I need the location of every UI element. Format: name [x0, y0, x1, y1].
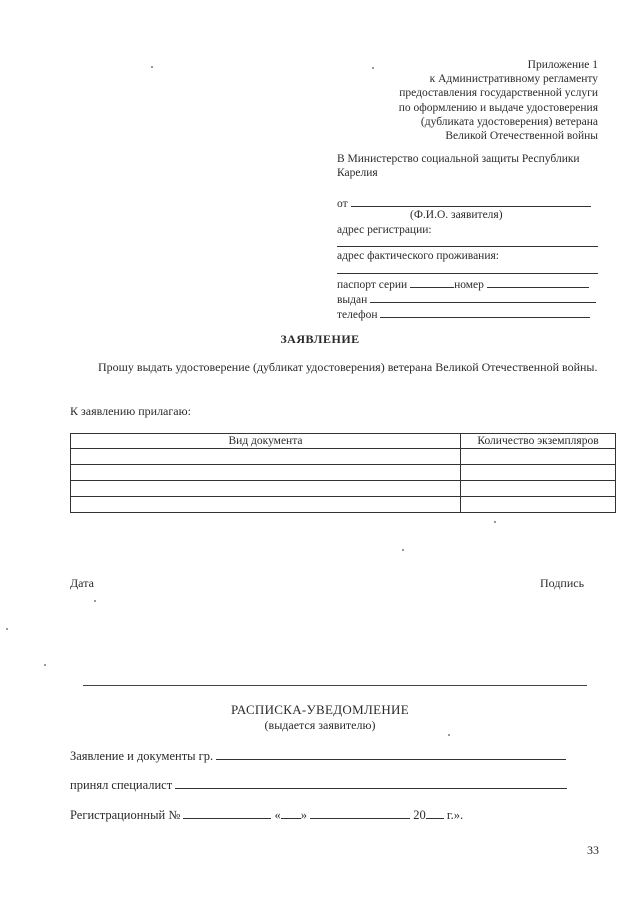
date-close-quote: » — [300, 808, 308, 822]
col-header-doc-type: Вид документа — [71, 434, 461, 449]
fio-field[interactable] — [351, 196, 591, 207]
addressee-line: В Министерство социальной защиты Республики — [337, 153, 580, 165]
scan-speck — [494, 521, 496, 523]
statement-body — [70, 360, 598, 375]
table-row — [71, 449, 616, 465]
table-cell[interactable] — [461, 465, 616, 481]
phone-label: телефон — [337, 309, 378, 321]
scan-speck — [448, 734, 450, 736]
receipt-subtitle: (выдается заявителю) — [264, 718, 376, 732]
year-suffix: г.». — [446, 808, 464, 822]
passport-number-field[interactable] — [487, 277, 589, 288]
date-open-quote: « — [274, 808, 281, 822]
issued-field[interactable] — [370, 292, 596, 303]
receipt-docs-row — [70, 749, 566, 764]
table-cell[interactable] — [461, 481, 616, 497]
cut-line — [83, 685, 587, 686]
docs-from-label: Заявление и документы гр. — [70, 749, 214, 763]
table-cell[interactable] — [71, 449, 461, 465]
col-header-copies: Количество экземпляров — [461, 434, 616, 449]
table-cell[interactable] — [71, 497, 461, 513]
table-cell[interactable] — [461, 497, 616, 513]
issued-label: выдан — [337, 294, 368, 306]
fio-caption: (Ф.И.О. заявителя) — [410, 209, 503, 221]
appendix-line: по оформлению и выдаче удостоверения — [398, 101, 598, 114]
year-field[interactable] — [426, 808, 444, 819]
reg-number-label: Регистрационный № — [70, 808, 181, 822]
phone-row — [337, 307, 590, 321]
appendix-header — [278, 58, 598, 143]
scan-speck — [44, 664, 46, 666]
appendix-line: (дубликата удостоверения) ветерана — [420, 115, 598, 128]
appendix-line: предоставления государственной услуги — [399, 87, 598, 100]
passport-number-label: номер — [454, 279, 484, 291]
reg-number-field[interactable] — [183, 808, 271, 819]
statement-text: Прошу выдать удостоверение (дубликат удостоверения) ветерана Великой Отечественной войны. — [98, 360, 598, 374]
scan-speck — [402, 549, 404, 551]
date-label: Дата — [70, 576, 94, 590]
attachments-label: К заявлению прилагаю: — [70, 404, 191, 418]
table-row — [71, 481, 616, 497]
table-cell[interactable] — [71, 465, 461, 481]
addressee — [337, 152, 607, 180]
page-number: 33 — [587, 843, 599, 857]
actual-address-label: адрес фактического проживания: — [337, 250, 499, 262]
day-field[interactable] — [281, 808, 301, 819]
accepted-by-field[interactable] — [175, 778, 567, 789]
docs-from-field[interactable] — [216, 749, 566, 760]
receipt-reg-row — [70, 808, 463, 823]
appendix-line: к Административному регламенту — [429, 73, 598, 86]
appendix-line: Приложение 1 — [527, 59, 598, 71]
scan-speck — [94, 600, 96, 602]
table-row — [71, 497, 616, 513]
phone-field[interactable] — [380, 307, 590, 318]
receipt-title: РАСПИСКА-УВЕДОМЛЕНИЕ — [231, 702, 409, 717]
table-cell[interactable] — [71, 481, 461, 497]
statement-title: ЗАЯВЛЕНИЕ — [280, 332, 360, 346]
passport-row — [337, 277, 589, 291]
scan-speck — [372, 67, 374, 69]
passport-series-label: паспорт серии — [337, 279, 408, 291]
receipt-accepted-row — [70, 778, 567, 793]
reg-address-field[interactable] — [337, 246, 598, 247]
from-row — [337, 196, 591, 210]
year-prefix: 20 — [413, 808, 426, 822]
passport-series-field[interactable] — [410, 277, 454, 288]
reg-address-label: адрес регистрации: — [337, 224, 432, 236]
accepted-by-label: принял специалист — [70, 778, 173, 792]
signature-label: Подпись — [540, 576, 585, 590]
addressee-line: Карелия — [337, 167, 378, 179]
issued-row — [337, 292, 596, 306]
attachments-table — [70, 433, 616, 513]
table-row — [71, 465, 616, 481]
month-field[interactable] — [310, 808, 410, 819]
scan-speck — [6, 628, 8, 630]
appendix-line: Великой Отечественной войны — [445, 130, 598, 143]
table-cell[interactable] — [461, 449, 616, 465]
scan-speck — [151, 66, 153, 68]
actual-address-field[interactable] — [337, 273, 598, 274]
from-label: от — [337, 198, 348, 210]
